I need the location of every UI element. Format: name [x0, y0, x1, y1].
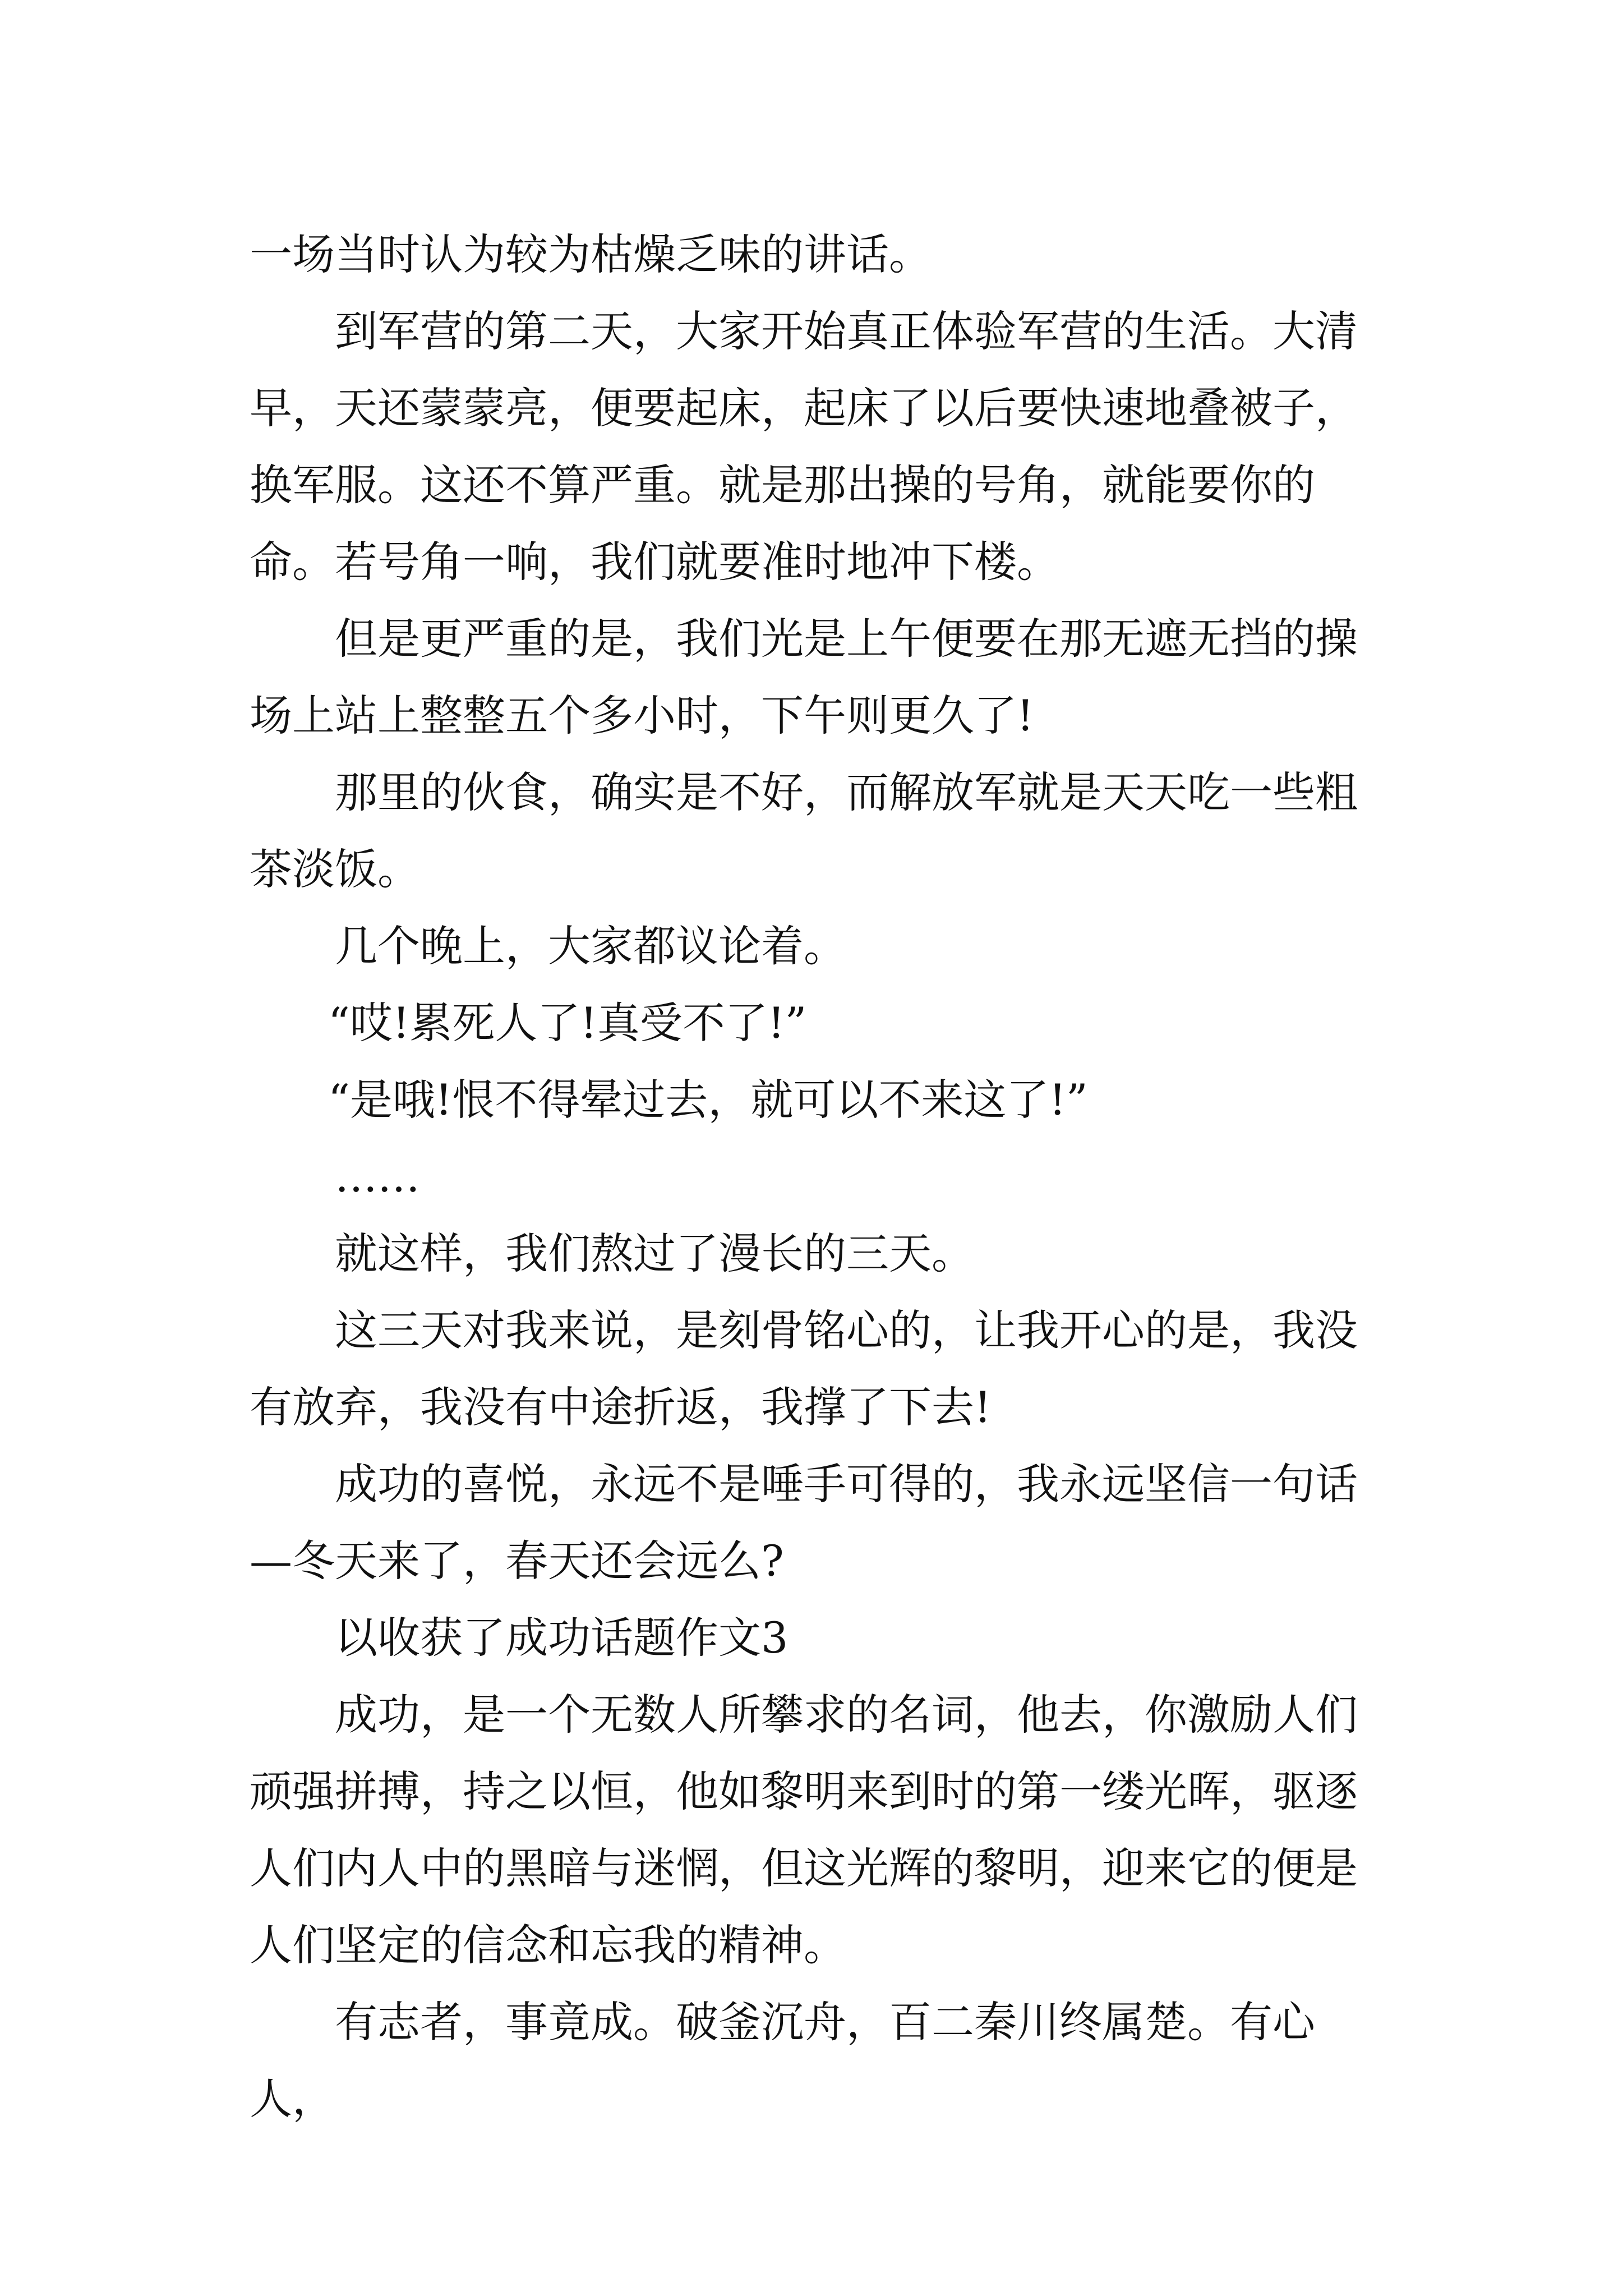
- paragraph: 但是更严重的是，我们光是上午便要在那无遮无挡的操场上站上整整五个多小时，下午则更久了!: [250, 614, 1358, 740]
- paragraph: 就这样，我们熬过了漫长的三天。: [335, 1228, 974, 1278]
- paragraph: 成功的喜悦，永远不是唾手可得的，我永远坚信一句话—冬天来了，春天还会远么?: [250, 1459, 1358, 1586]
- section-heading: 以收获了成功话题作文3: [335, 1613, 789, 1663]
- paragraph: 那里的伙食，确实是不好，而解放军就是天天吃一些粗茶淡饭。: [250, 767, 1358, 894]
- dialogue-line: “是哦!恨不得晕过去，就可以不来这了!”: [328, 1075, 1088, 1125]
- paragraph: 几个晚上，大家都议论着。: [335, 921, 846, 971]
- paragraph: 到军营的第二天，大家开始真正体验军营的生活。大清早，天还蒙蒙亮，便要起床，起床了以后要快速地叠被子，换军服。这还不算严重。就是那出操的号角，就能要你的命。若号角一响，我们就要准时地冲下楼。: [250, 306, 1358, 587]
- paragraph: 有志者，事竟成。破釜沉舟，百二秦川终属楚。有心人，: [250, 1997, 1315, 2124]
- paragraph: 成功，是一个无数人所攀求的名词，他去，你激励人们顽强拼搏，持之以恒，他如黎明来到时的第一缕光晖，驱逐人们内人中的黑暗与迷惘，但这光辉的黎明，迎来它的便是人们坚定的信念和忘我的精神。: [250, 1690, 1358, 1970]
- paragraph: 一场当时认为较为枯燥乏味的讲话。: [250, 229, 932, 279]
- document-body: [250, 216, 1399, 2137]
- dialogue-line: “哎!累死人了!真受不了!”: [328, 998, 807, 1048]
- ellipsis-line: ……: [335, 1152, 420, 1202]
- paragraph: 这三天对我来说，是刻骨铭心的，让我开心的是，我没有放弃，我没有中途折返，我撑了下去!: [250, 1305, 1358, 1432]
